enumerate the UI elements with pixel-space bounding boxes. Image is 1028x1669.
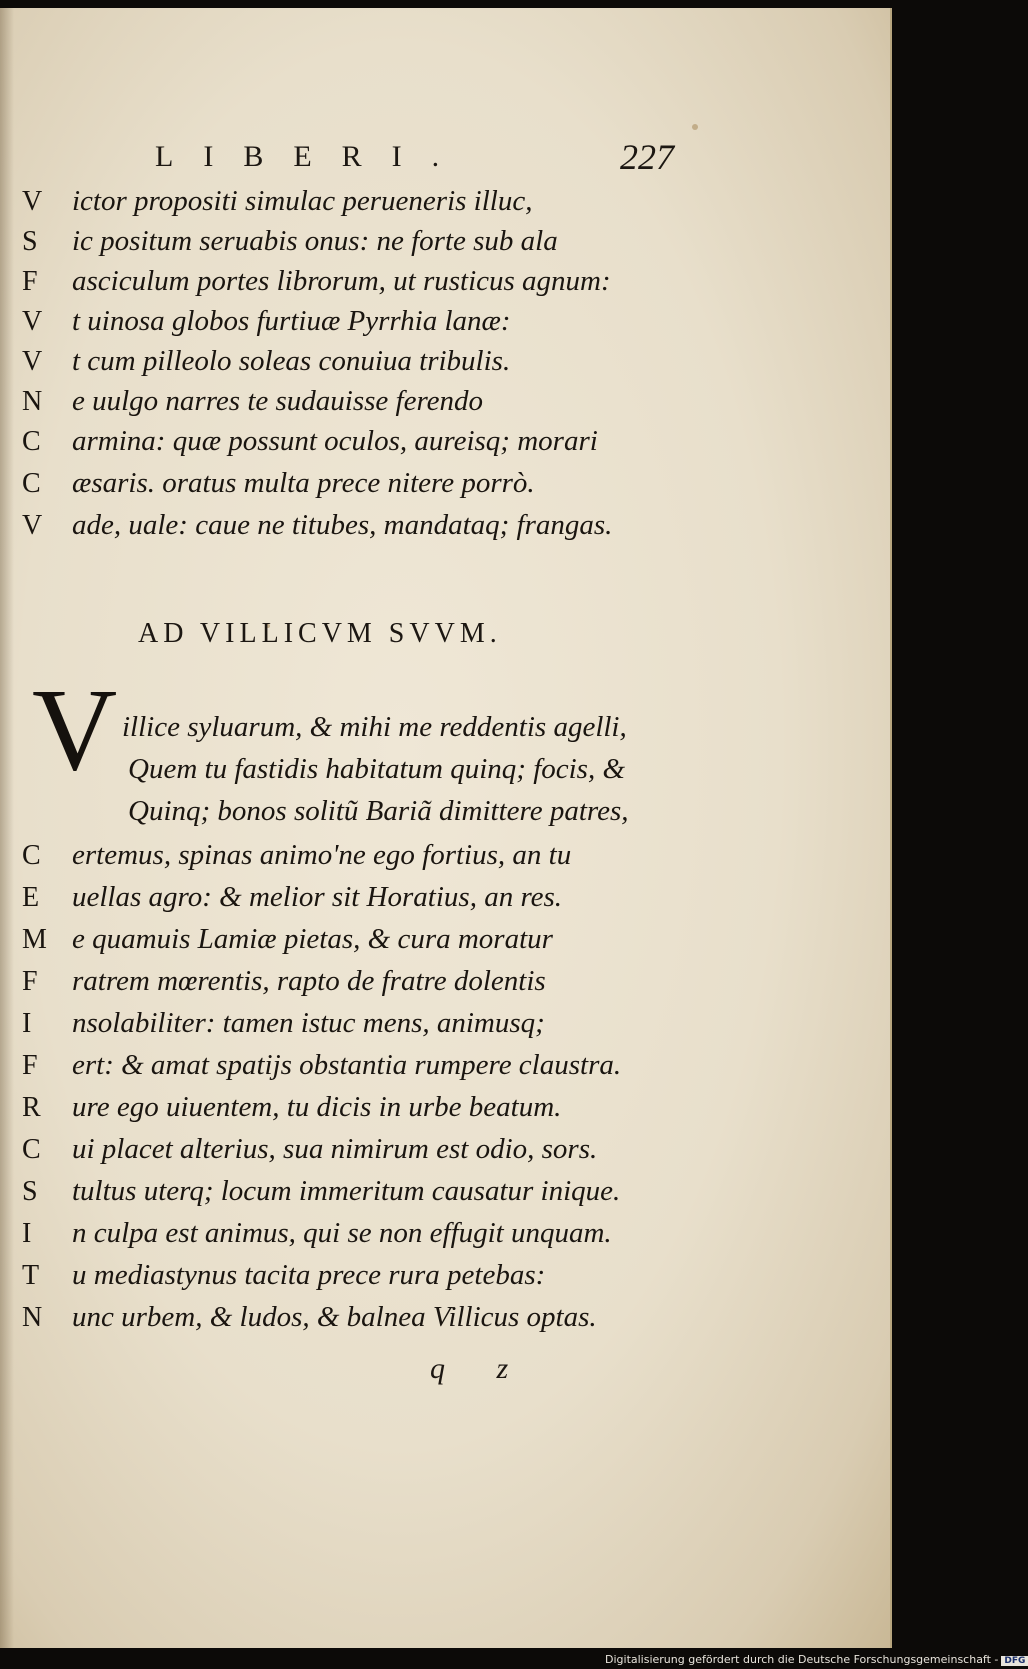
paper-speck xyxy=(692,124,698,130)
verse-text: e uulgo narres te sudauisse ferendo xyxy=(72,385,484,417)
verse-line xyxy=(22,1296,597,1338)
verse-text: e quamuis Lamiæ pietas, & cura moratur xyxy=(72,923,553,955)
verse-text: unc urbem, & ludos, & balnea Villicus optas. xyxy=(72,1301,597,1333)
verse-initial: F xyxy=(22,966,38,997)
verse-initial: R xyxy=(22,1092,41,1123)
verse-text: ade, uale: caue ne titubes, mandataq; frangas. xyxy=(72,509,613,541)
signature-mark: q z xyxy=(430,1352,531,1385)
verse-text: ertemus, spinas animo'ne ego fortius, an tu xyxy=(72,839,572,871)
verse-line xyxy=(22,504,612,546)
digitization-credit xyxy=(605,1653,1028,1666)
verse-text: ictor propositi simulac perueneris illuc, xyxy=(72,185,533,217)
verse-text: ure ego uiuentem, tu dicis in urbe beatum. xyxy=(72,1091,562,1123)
poem-heading: AD VILLICVM SVVM. xyxy=(138,618,502,649)
verse-text: ui placet alterius, sua nimirum est odio, sors. xyxy=(72,1133,598,1165)
verse-line xyxy=(22,300,511,342)
verse-line xyxy=(22,462,535,504)
verse-line xyxy=(22,1254,545,1296)
verse-line xyxy=(22,918,553,960)
verse-initial: N xyxy=(22,1302,43,1333)
verse-line xyxy=(22,180,532,222)
verse-line xyxy=(22,960,546,1002)
verse-initial: C xyxy=(22,840,41,871)
verse-text: armina: quæ possunt oculos, aureisq; morari xyxy=(72,425,598,457)
credit-text: Digitalisierung gefördert durch die Deutsche Forschungsgemeinschaft - xyxy=(605,1653,999,1666)
verse-line xyxy=(22,260,611,302)
verse-initial: V xyxy=(22,186,43,217)
verse-text: t cum pilleolo soleas conuiua tribulis. xyxy=(72,345,511,377)
verse-line xyxy=(22,380,483,422)
verse-line xyxy=(22,340,510,382)
verse-line xyxy=(22,1086,561,1128)
opening-line: illice syluarum, & mihi me reddentis agelli, xyxy=(122,711,627,743)
verse-text: t uinosa globos furtiuæ Pyrrhia lanæ: xyxy=(72,305,511,337)
verse-text: nsolabiliter: tamen istuc mens, animusq; xyxy=(72,1007,545,1039)
verse-text: æsaris. oratus multa prece nitere porrò. xyxy=(72,467,535,499)
verse-text: ert: & amat spatijs obstantia rumpere claustra. xyxy=(72,1049,622,1081)
verse-line xyxy=(22,1170,620,1212)
verse-initial: C xyxy=(22,1134,41,1165)
verse-line xyxy=(22,834,571,876)
running-head: LIBERI. xyxy=(155,140,470,173)
verse-line xyxy=(22,1212,612,1254)
verse-initial: V xyxy=(22,346,43,377)
verse-initial: M xyxy=(22,924,47,955)
verse-text: uellas agro: & melior sit Horatius, an res. xyxy=(72,881,563,913)
verse-initial: E xyxy=(22,882,40,913)
verse-text: tultus uterq; locum immeritum causatur inique. xyxy=(72,1175,621,1207)
verse-line xyxy=(22,876,562,918)
opening-line: Quinq; bonos solitũ Bariã dimittere patres, xyxy=(128,795,629,827)
verse-line xyxy=(22,1044,621,1086)
verse-initial: I xyxy=(22,1218,32,1249)
verse-initial: N xyxy=(22,386,43,417)
verse-text: asciculum portes librorum, ut rusticus agnum: xyxy=(72,265,611,297)
verse-line xyxy=(22,420,598,462)
verse-line xyxy=(22,1002,545,1044)
verse-text: n culpa est animus, qui se non effugit unquam. xyxy=(72,1217,612,1249)
verse-initial: V xyxy=(22,306,43,337)
verse-line xyxy=(22,220,558,262)
drop-cap: V xyxy=(32,664,118,795)
verse-text: ic positum seruabis onus: ne forte sub ala xyxy=(72,225,558,257)
verse-initial: S xyxy=(22,1176,38,1207)
verse-initial: C xyxy=(22,426,41,457)
verse-initial: F xyxy=(22,1050,38,1081)
opening-line: Quem tu fastidis habitatum quinq; focis, & xyxy=(128,753,626,785)
verse-initial: C xyxy=(22,468,41,499)
verse-initial: I xyxy=(22,1008,32,1039)
verse-text: ratrem mœrentis, rapto de fratre dolentis xyxy=(72,965,546,997)
page-number: 227 xyxy=(620,137,674,177)
spine-shadow xyxy=(0,8,14,1648)
verse-initial: V xyxy=(22,510,43,541)
dfg-logo: DFG xyxy=(1001,1656,1028,1666)
verse-initial: T xyxy=(22,1260,40,1291)
verse-initial: F xyxy=(22,266,38,297)
verse-line xyxy=(22,1128,597,1170)
verse-initial: S xyxy=(22,226,38,257)
verse-text: u mediastynus tacita prece rura petebas: xyxy=(72,1259,546,1291)
